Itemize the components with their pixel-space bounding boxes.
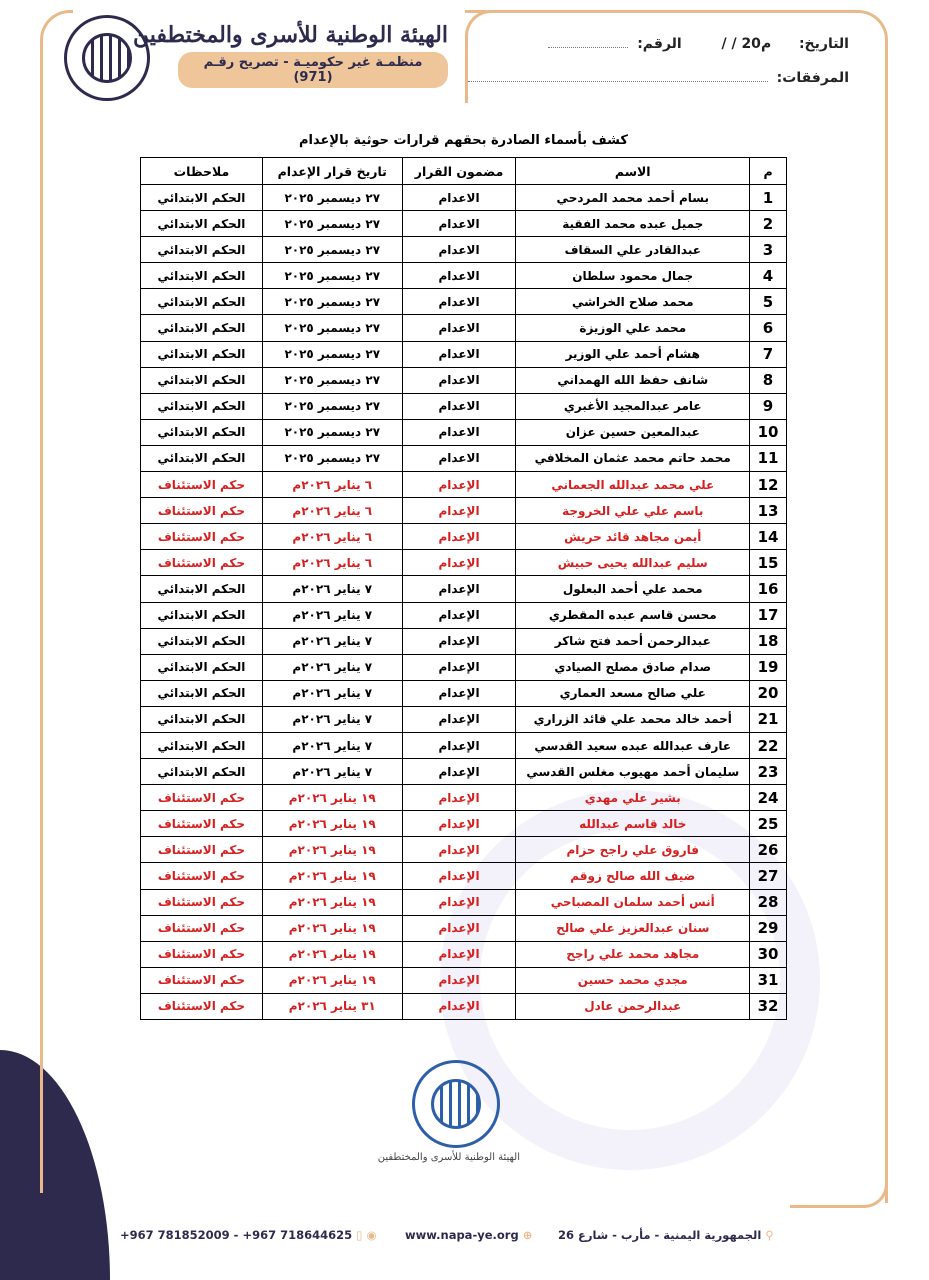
row-notes: الحكم الابتدائي: [141, 759, 263, 785]
table-row: [141, 550, 787, 576]
row-decision: الإعدام: [402, 576, 516, 602]
header-notes: ملاحظات: [141, 158, 263, 185]
row-notes: الحكم الابتدائي: [141, 185, 263, 211]
row-name: صدام صادق مصلح الصيادي: [516, 654, 750, 680]
row-name: عبدالرحمن عادل: [516, 993, 750, 1019]
row-number: 23: [750, 759, 787, 785]
row-number: 16: [750, 576, 787, 602]
row-date: ١٩ يناير ٢٠٢٦م: [262, 837, 402, 863]
row-decision: الإعدام: [402, 811, 516, 837]
row-notes: حكم الاستئناف: [141, 993, 263, 1019]
row-name: سنان عبدالعزيز علي صالح: [516, 915, 750, 941]
row-name: محمد علي الوزيزة: [516, 315, 750, 341]
row-name: ضيف الله صالح زوقم: [516, 863, 750, 889]
row-number: 19: [750, 654, 787, 680]
table-header-row: [141, 158, 787, 185]
footer-website: [405, 1228, 532, 1242]
row-notes: الحكم الابتدائي: [141, 289, 263, 315]
org-name: الهيئة الوطنية للأسرى والمختطفين: [133, 22, 448, 48]
row-decision: الإعدام: [402, 524, 516, 550]
row-date: ٢٧ ديسمبر ٢٠٢٥: [262, 211, 402, 237]
row-date: ٣١ يناير ٢٠٢٦م: [262, 993, 402, 1019]
row-name: باسم علي علي الخروجة: [516, 498, 750, 524]
row-number: 29: [750, 915, 787, 941]
row-date: ١٩ يناير ٢٠٢٦م: [262, 863, 402, 889]
table-row: [141, 472, 787, 498]
row-date: ٢٧ ديسمبر ٢٠٢٥: [262, 341, 402, 367]
row-notes: الحكم الابتدائي: [141, 263, 263, 289]
row-number: 15: [750, 550, 787, 576]
location-icon: ⚲: [765, 1228, 774, 1242]
row-name: هشام أحمد علي الوزير: [516, 341, 750, 367]
number-field: [548, 47, 628, 48]
table-row: [141, 706, 787, 732]
table-row: [141, 263, 787, 289]
table-row: [141, 811, 787, 837]
row-number: 26: [750, 837, 787, 863]
bottom-org-name: الهيئة الوطنية للأسرى والمختطفين: [377, 1152, 520, 1163]
header-date: تاريخ قرار الإعدام: [262, 158, 402, 185]
row-name: محمد حاتم محمد عثمان المخلافي: [516, 445, 750, 471]
row-date: ١٩ يناير ٢٠٢٦م: [262, 915, 402, 941]
row-name: محمد صلاح الخراشي: [516, 289, 750, 315]
table-row: [141, 785, 787, 811]
row-date: ٧ يناير ٢٠٢٦م: [262, 602, 402, 628]
row-decision: الإعدام: [402, 993, 516, 1019]
row-notes: الحكم الابتدائي: [141, 576, 263, 602]
row-decision: الاعدام: [402, 341, 516, 367]
row-decision: الإعدام: [402, 863, 516, 889]
row-number: 32: [750, 993, 787, 1019]
row-name: جميل عبده محمد الفقية: [516, 211, 750, 237]
row-date: ٧ يناير ٢٠٢٦م: [262, 576, 402, 602]
row-notes: حكم الاستئناف: [141, 863, 263, 889]
row-name: عبدالقادر علي السقاف: [516, 237, 750, 263]
row-date: ٧ يناير ٢٠٢٦م: [262, 706, 402, 732]
page-frame-left: [40, 10, 73, 1193]
table-row: [141, 967, 787, 993]
row-number: 9: [750, 393, 787, 419]
row-notes: حكم الاستئناف: [141, 915, 263, 941]
table-row: [141, 445, 787, 471]
globe-icon: ⊕: [522, 1228, 533, 1242]
table-row: [141, 628, 787, 654]
row-date: ٧ يناير ٢٠٢٦م: [262, 628, 402, 654]
row-name: فاروق علي راجح حزام: [516, 837, 750, 863]
row-date: ٢٧ ديسمبر ٢٠٢٥: [262, 393, 402, 419]
row-notes: حكم الاستئناف: [141, 550, 263, 576]
org-header: [133, 22, 448, 88]
table-row: [141, 602, 787, 628]
page-frame-bottom-corner: [790, 1170, 888, 1208]
row-date: ٦ يناير ٢٠٢٦م: [262, 472, 402, 498]
row-notes: حكم الاستئناف: [141, 967, 263, 993]
row-notes: حكم الاستئناف: [141, 811, 263, 837]
bottom-logo: [412, 1060, 500, 1148]
row-date: ٧ يناير ٢٠٢٦م: [262, 680, 402, 706]
prison-bars-icon: [82, 33, 132, 83]
table-row: [141, 993, 787, 1019]
row-decision: الاعدام: [402, 289, 516, 315]
table-row: [141, 680, 787, 706]
row-decision: الإعدام: [402, 680, 516, 706]
row-name: علي صالح مسعد العماري: [516, 680, 750, 706]
table-row: [141, 759, 787, 785]
row-name: علي محمد عبدالله الجعماني: [516, 472, 750, 498]
row-date: ٦ يناير ٢٠٢٦م: [262, 550, 402, 576]
row-decision: الإعدام: [402, 759, 516, 785]
row-number: 7: [750, 341, 787, 367]
row-notes: الحكم الابتدائي: [141, 732, 263, 758]
row-decision: الإعدام: [402, 732, 516, 758]
row-notes: الحكم الابتدائي: [141, 706, 263, 732]
row-number: 1: [750, 185, 787, 211]
table-row: [141, 289, 787, 315]
row-number: 28: [750, 889, 787, 915]
table-row: [141, 498, 787, 524]
row-decision: الإعدام: [402, 498, 516, 524]
table-row: [141, 237, 787, 263]
date-line: [544, 36, 849, 52]
row-date: ٢٧ ديسمبر ٢٠٢٥: [262, 367, 402, 393]
row-name: مجدي محمد حسين: [516, 967, 750, 993]
number-label: الرقم:: [637, 36, 682, 52]
row-number: 6: [750, 315, 787, 341]
row-decision: الإعدام: [402, 472, 516, 498]
phone-icon: ▯ ◉: [356, 1228, 377, 1242]
row-notes: الحكم الابتدائي: [141, 315, 263, 341]
table-row: [141, 732, 787, 758]
row-date: ٢٧ ديسمبر ٢٠٢٥: [262, 185, 402, 211]
row-notes: الحكم الابتدائي: [141, 211, 263, 237]
table-row: [141, 419, 787, 445]
footer-address: [558, 1228, 774, 1242]
row-date: ٧ يناير ٢٠٢٦م: [262, 732, 402, 758]
row-decision: الإعدام: [402, 550, 516, 576]
row-date: ٧ يناير ٢٠٢٦م: [262, 654, 402, 680]
table-row: [141, 341, 787, 367]
header-number: م: [750, 158, 787, 185]
row-name: سليم عبدالله يحيى حبيش: [516, 550, 750, 576]
header-name: الاسم: [516, 158, 750, 185]
row-decision: الإعدام: [402, 602, 516, 628]
row-date: ٦ يناير ٢٠٢٦م: [262, 524, 402, 550]
row-notes: حكم الاستئناف: [141, 524, 263, 550]
row-name: محمد علي أحمد البعلول: [516, 576, 750, 602]
row-notes: الحكم الابتدائي: [141, 237, 263, 263]
row-date: ٢٧ ديسمبر ٢٠٢٥: [262, 419, 402, 445]
row-number: 22: [750, 732, 787, 758]
row-decision: الإعدام: [402, 941, 516, 967]
table-row: [141, 889, 787, 915]
row-notes: الحكم الابتدائي: [141, 419, 263, 445]
row-decision: الاعدام: [402, 367, 516, 393]
row-name: بشير علي مهدي: [516, 785, 750, 811]
row-date: ٦ يناير ٢٠٢٦م: [262, 498, 402, 524]
document-title: كشف بأسماء الصادرة بحقهم قرارات حوثية بالإعدام: [299, 133, 628, 148]
row-number: 12: [750, 472, 787, 498]
row-name: محسن قاسم عبده المقطري: [516, 602, 750, 628]
row-name: عامر عبدالمجيد الأغبري: [516, 393, 750, 419]
row-notes: الحكم الابتدائي: [141, 393, 263, 419]
row-name: أيمن مجاهد قائد حريش: [516, 524, 750, 550]
table-row: [141, 211, 787, 237]
row-notes: حكم الاستئناف: [141, 785, 263, 811]
row-number: 2: [750, 211, 787, 237]
row-number: 21: [750, 706, 787, 732]
row-decision: الاعدام: [402, 237, 516, 263]
row-notes: الحكم الابتدائي: [141, 367, 263, 393]
row-notes: حكم الاستئناف: [141, 889, 263, 915]
row-notes: حكم الاستئناف: [141, 941, 263, 967]
phone-numbers: +967 781852009 - +967 718644625: [120, 1228, 353, 1242]
row-notes: الحكم الابتدائي: [141, 602, 263, 628]
row-notes: الحكم الابتدائي: [141, 341, 263, 367]
death-sentences-table: [140, 157, 787, 1020]
row-decision: الاعدام: [402, 445, 516, 471]
row-decision: الإعدام: [402, 654, 516, 680]
table-row: [141, 915, 787, 941]
attachments-line: [464, 70, 849, 86]
table-row: [141, 524, 787, 550]
row-notes: حكم الاستئناف: [141, 837, 263, 863]
row-name: شانف حفظ الله الهمداني: [516, 367, 750, 393]
row-number: 20: [750, 680, 787, 706]
row-decision: الاعدام: [402, 419, 516, 445]
row-decision: الإعدام: [402, 889, 516, 915]
table-row: [141, 315, 787, 341]
table-row: [141, 863, 787, 889]
row-name: أحمد خالد محمد علي قائد الزراري: [516, 706, 750, 732]
row-date: ١٩ يناير ٢٠٢٦م: [262, 785, 402, 811]
row-date: ٢٧ ديسمبر ٢٠٢٥: [262, 263, 402, 289]
row-number: 11: [750, 445, 787, 471]
row-decision: الإعدام: [402, 967, 516, 993]
row-date: ٢٧ ديسمبر ٢٠٢٥: [262, 315, 402, 341]
row-name: أنس أحمد سلمان المصباحي: [516, 889, 750, 915]
row-name: عارف عبدالله عبده سعيد القدسي: [516, 732, 750, 758]
row-name: خالد قاسم عبدالله: [516, 811, 750, 837]
row-notes: الحكم الابتدائي: [141, 445, 263, 471]
row-date: ٧ يناير ٢٠٢٦م: [262, 759, 402, 785]
row-name: سليمان أحمد مهيوب مغلس القدسي: [516, 759, 750, 785]
page-frame-corner: [465, 10, 498, 103]
row-decision: الاعدام: [402, 185, 516, 211]
row-number: 25: [750, 811, 787, 837]
row-number: 17: [750, 602, 787, 628]
row-date: ٢٧ ديسمبر ٢٠٢٥: [262, 237, 402, 263]
table-row: [141, 941, 787, 967]
row-decision: الإعدام: [402, 628, 516, 654]
date-label: التاريخ:: [798, 36, 849, 52]
row-name: بسام أحمد محمد المردحي: [516, 185, 750, 211]
row-notes: الحكم الابتدائي: [141, 628, 263, 654]
row-number: 27: [750, 863, 787, 889]
address: الجمهورية اليمنية - مأرب - شارع 26: [558, 1228, 762, 1242]
row-decision: الاعدام: [402, 393, 516, 419]
table-row: [141, 367, 787, 393]
row-decision: الإعدام: [402, 785, 516, 811]
row-decision: الإعدام: [402, 706, 516, 732]
row-decision: الاعدام: [402, 263, 516, 289]
website-link[interactable]: www.napa-ye.org: [405, 1228, 519, 1242]
row-notes: الحكم الابتدائي: [141, 680, 263, 706]
table-row: [141, 576, 787, 602]
row-name: عبدالمعين حسين عزان: [516, 419, 750, 445]
row-number: 8: [750, 367, 787, 393]
row-number: 18: [750, 628, 787, 654]
row-name: مجاهد محمد علي راجح: [516, 941, 750, 967]
row-number: 14: [750, 524, 787, 550]
header-decision: مضمون القرار: [402, 158, 516, 185]
row-number: 30: [750, 941, 787, 967]
row-decision: الإعدام: [402, 915, 516, 941]
row-number: 24: [750, 785, 787, 811]
attachments-field: [468, 81, 768, 82]
table-row: [141, 654, 787, 680]
row-date: ٢٧ ديسمبر ٢٠٢٥: [262, 289, 402, 315]
table-row: [141, 393, 787, 419]
row-notes: الحكم الابتدائي: [141, 654, 263, 680]
row-number: 4: [750, 263, 787, 289]
org-subtitle: منظمـة غير حكوميـة - تصريح رقـم (971): [178, 52, 448, 88]
row-decision: الاعدام: [402, 211, 516, 237]
row-name: جمال محمود سلطان: [516, 263, 750, 289]
row-number: 3: [750, 237, 787, 263]
row-decision: الاعدام: [402, 315, 516, 341]
attachments-label: المرفقات:: [776, 70, 849, 86]
row-decision: الإعدام: [402, 837, 516, 863]
row-date: ١٩ يناير ٢٠٢٦م: [262, 889, 402, 915]
table-row: [141, 837, 787, 863]
row-notes: حكم الاستئناف: [141, 498, 263, 524]
row-date: ١٩ يناير ٢٠٢٦م: [262, 811, 402, 837]
date-value: / / 20م: [721, 36, 772, 52]
row-notes: حكم الاستئناف: [141, 472, 263, 498]
row-name: عبدالرحمن أحمد فتح شاكر: [516, 628, 750, 654]
row-date: ١٩ يناير ٢٠٢٦م: [262, 967, 402, 993]
footer-phones: [120, 1228, 377, 1242]
row-date: ٢٧ ديسمبر ٢٠٢٥: [262, 445, 402, 471]
row-date: ١٩ يناير ٢٠٢٦م: [262, 941, 402, 967]
row-number: 5: [750, 289, 787, 315]
row-number: 13: [750, 498, 787, 524]
prison-bars-icon: [431, 1079, 481, 1129]
row-number: 31: [750, 967, 787, 993]
row-number: 10: [750, 419, 787, 445]
table-row: [141, 185, 787, 211]
